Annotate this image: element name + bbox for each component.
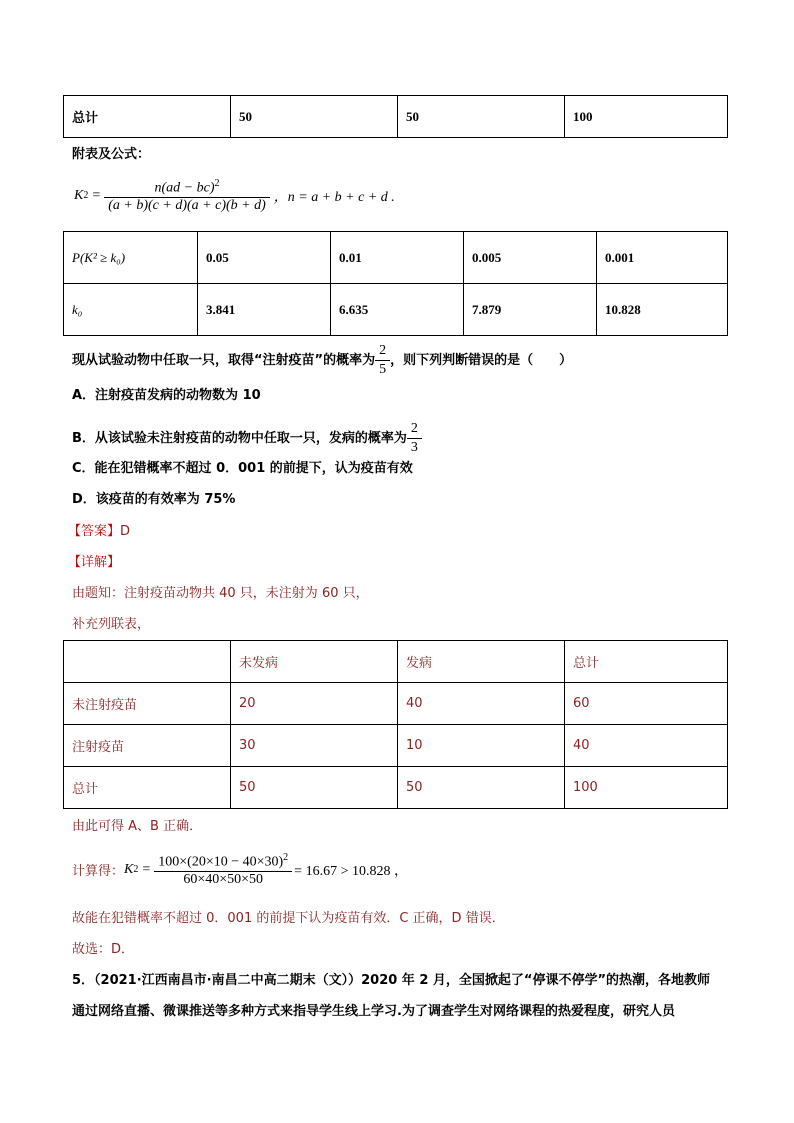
option-b-num: 2 xyxy=(407,420,422,439)
critical-cell: 0.001 xyxy=(597,232,728,284)
answer-line xyxy=(68,523,130,541)
question-stem-a: 现从试验动物中任取一只，取得“注射疫苗”的概率为 xyxy=(72,352,376,368)
option-a: A．注射疫苗发病的动物数为 10 xyxy=(72,388,261,403)
formula-fraction xyxy=(104,178,270,214)
critical-cell: 0.005 xyxy=(464,232,597,284)
answer-value: D xyxy=(120,524,131,539)
critical-row2-label: k₀ xyxy=(64,284,198,336)
calc-num: 100×(20×10 − 40×30) xyxy=(158,854,284,870)
contingency-cell: 40 xyxy=(565,725,728,767)
calc-label: 计算得： xyxy=(72,864,125,880)
critical-row1-label: P(K² ≥ k₀) xyxy=(64,232,198,284)
critical-cell: 10.828 xyxy=(597,284,728,336)
question-frac-den: 5 xyxy=(379,362,387,377)
conclusion-line4: 故选：D． xyxy=(72,942,135,957)
calc-formula: K 2 = $\frac{100\times(20\times 10 - 40\times 30)^2}{60\times 40\times 50\times 50}$ = 16.67 > 10.828 ， xyxy=(124,852,408,887)
critical-cell: 0.01 xyxy=(331,232,464,284)
contingency-cell: 注射疫苗 xyxy=(64,725,231,767)
calc-sup: 2 xyxy=(133,864,139,876)
option-d: D．该疫苗的有效率为 75% xyxy=(72,492,236,507)
question-frac-num: 2 xyxy=(375,342,390,361)
calc-tail: = 16.67 > 10.828 ， xyxy=(294,863,408,879)
option-b-fraction xyxy=(407,420,422,457)
answer-label: 【答案】 xyxy=(68,524,121,539)
formula-sup: 2 xyxy=(83,190,89,202)
top-table-cell: 50 xyxy=(398,96,565,138)
calc-num-sup: 2 xyxy=(283,852,289,863)
question-stem xyxy=(72,342,572,379)
option-b xyxy=(72,420,422,457)
contingency-cell: 30 xyxy=(231,725,398,767)
calc-den: 60×40×50×50 xyxy=(183,871,264,887)
calc-fraction xyxy=(154,852,292,888)
contingency-cell: 未注射疫苗 xyxy=(64,683,231,725)
question-fraction xyxy=(375,342,390,379)
contingency-cell: 50 xyxy=(231,767,398,809)
contingency-cell: 总计 xyxy=(64,767,231,809)
contingency-table xyxy=(63,640,728,809)
top-table-cell: 100 xyxy=(565,96,728,138)
next-question-line2: 通过网络直播、微课推送等多种方式来指导学生线上学习.为了调查学生对网络课程的热爱程度，研究人员 xyxy=(72,1004,675,1019)
top-table xyxy=(63,95,728,138)
contingency-cell: 50 xyxy=(398,767,565,809)
contingency-cell: 10 xyxy=(398,725,565,767)
contingency-header-cell: 总计 xyxy=(565,641,728,683)
contingency-cell: 20 xyxy=(231,683,398,725)
option-b-den: 3 xyxy=(410,440,418,455)
detail-line2: 补充列联表， xyxy=(72,617,151,632)
contingency-cell: 40 xyxy=(398,683,565,725)
formula-denominator: (a + b)(c + d)(a + c)(b + d) xyxy=(108,197,266,213)
contingency-cell: 100 xyxy=(565,767,728,809)
formula-tail: ，n = a + b + c + d . xyxy=(273,189,395,205)
critical-value-table xyxy=(63,231,728,336)
conclusion-line1: 由此可得 A、B 正确． xyxy=(72,819,203,834)
formula-numerator-sup: 2 xyxy=(214,178,220,189)
formula-numerator: n(ad − bc) xyxy=(154,180,215,196)
calc-line xyxy=(72,852,408,888)
contingency-header-cell: 发病 xyxy=(398,641,565,683)
contingency-header-cell: 未发病 xyxy=(231,641,398,683)
top-table-cell: 总计 xyxy=(64,96,231,138)
formula-eq: = xyxy=(92,187,101,203)
option-b-text: B．从该试验未注射疫苗的动物中任取一只，发病的概率为 xyxy=(72,430,407,446)
next-question-line1: 5．（2021·江西南昌市·南昌二中高二期末（文））2020 年 2 月，全国掀起了“停课不停学”的热潮，各地教师 xyxy=(72,973,710,988)
conclusion-line3: 故能在犯错概率不超过 0．001 的前提下认为疫苗有效．C 正确，D 错误． xyxy=(72,911,505,926)
detail-label: 【详解】 xyxy=(68,555,121,570)
critical-cell: 3.841 xyxy=(198,284,331,336)
critical-cell: 0.05 xyxy=(198,232,331,284)
critical-cell: 6.635 xyxy=(331,284,464,336)
top-table-cell: 50 xyxy=(231,96,398,138)
contingency-header-cell xyxy=(64,641,231,683)
appendix-label: 附表及公式： xyxy=(72,147,151,162)
critical-cell: 7.879 xyxy=(464,284,597,336)
contingency-cell: 60 xyxy=(565,683,728,725)
formula-lhs: K xyxy=(74,187,84,203)
calc-lhs: K xyxy=(124,861,134,877)
chi-square-formula xyxy=(74,178,395,214)
detail-line1: 由题知：注射疫苗动物共 40 只，未注射为 60 只， xyxy=(72,586,369,601)
option-c: C．能在犯错概率不超过 0．001 的前提下，认为疫苗有效 xyxy=(72,461,413,476)
question-stem-b: ，则下列判断错误的是（ ） xyxy=(390,352,573,368)
